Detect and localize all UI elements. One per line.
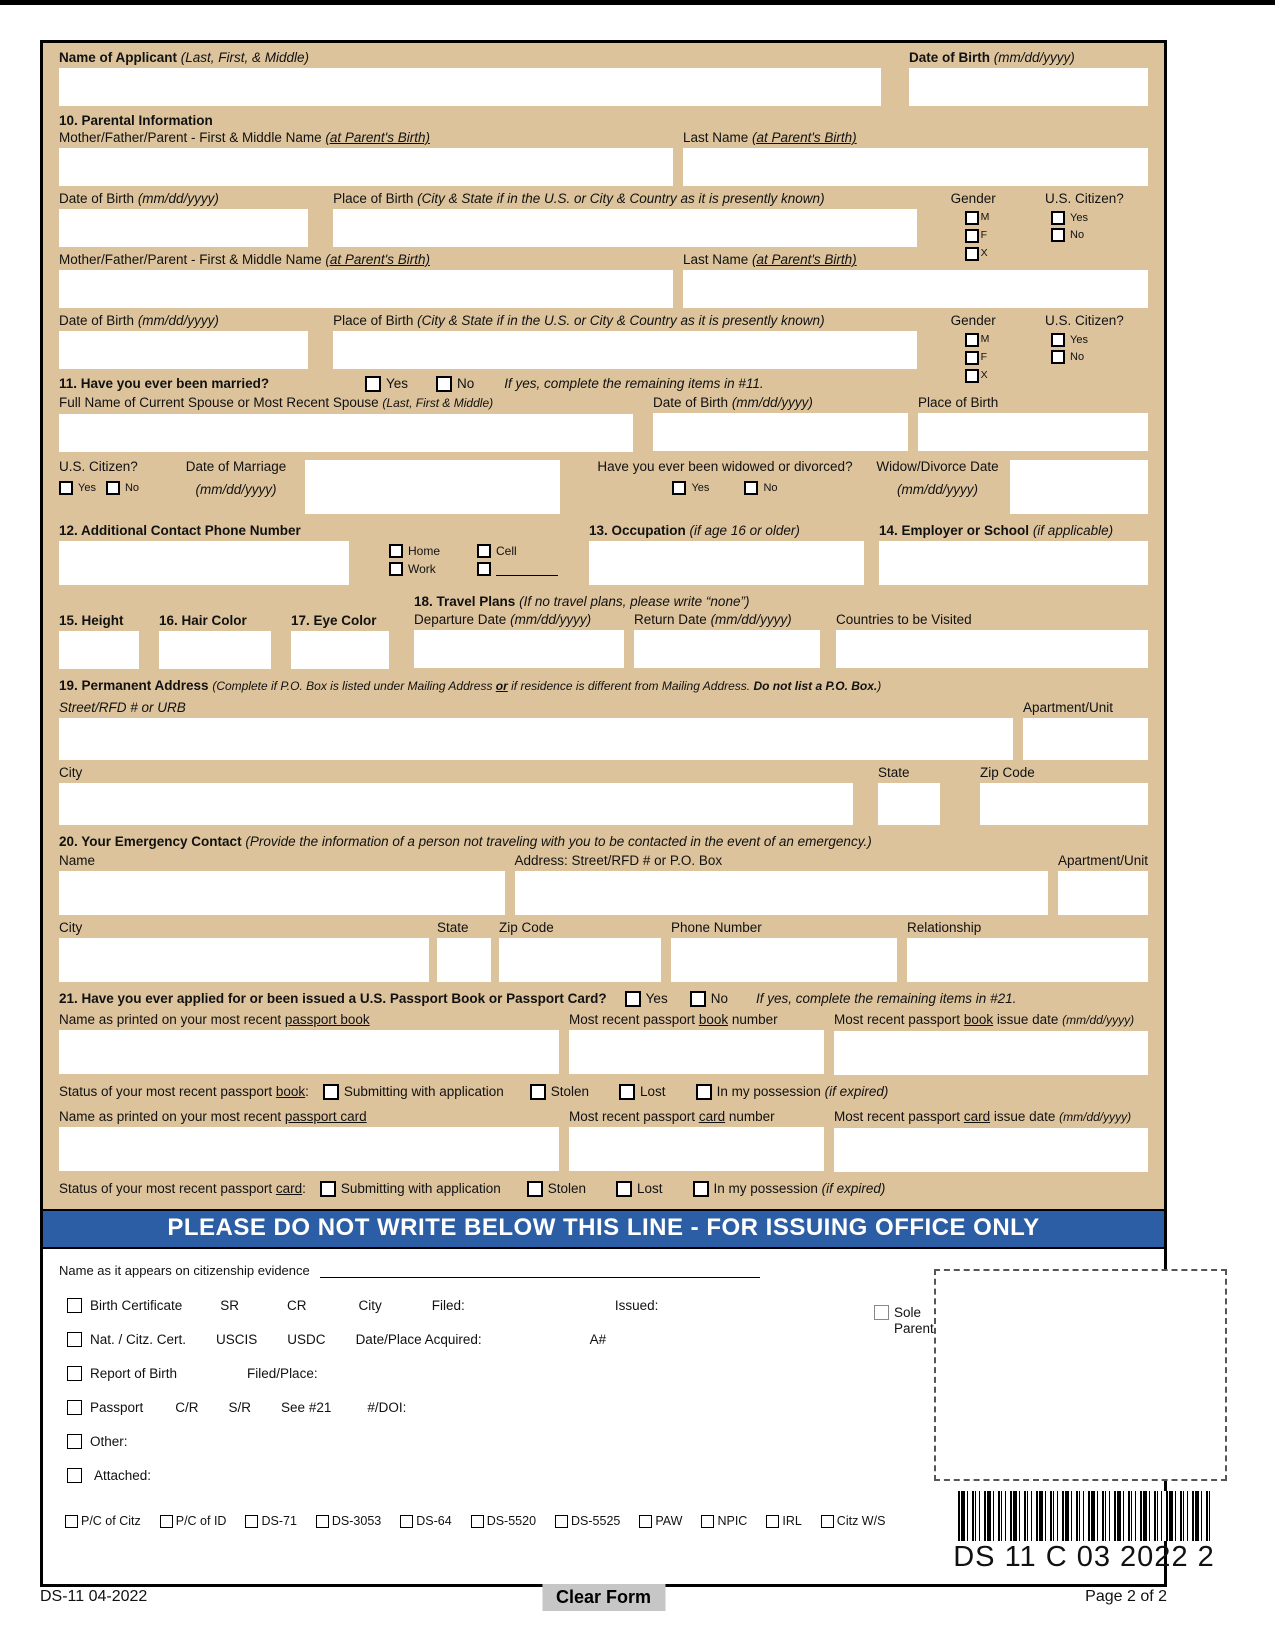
office-row-nat-citz [59, 1328, 874, 1350]
city-label: City [358, 1297, 382, 1313]
emergency-city-label: City [59, 920, 83, 935]
applicant-dob-input[interactable] [909, 68, 1148, 106]
spouse-citizen-yes-checkbox[interactable] [59, 481, 73, 495]
parent2-first-middle-label: Mother/Father/Parent - First & Middle Name (at Parent's Birth) [59, 252, 430, 267]
parent2-pob-label: Place of Birth (City & State if in the U.S. or City & Country as it is presently known) [333, 313, 825, 328]
doi-label: #/DOI: [367, 1399, 407, 1415]
parent2-gender-f-checkbox[interactable] [965, 351, 979, 365]
phone-other-checkbox[interactable] [477, 562, 491, 576]
gender-f-label: F [980, 229, 988, 241]
spouse-citizen-no-checkbox[interactable] [106, 481, 120, 495]
parent1-name-row [59, 129, 1148, 186]
emergency-state-label: State [437, 920, 469, 935]
ds-5520-checkbox[interactable] [471, 1515, 484, 1528]
ds-64-checkbox[interactable] [400, 1515, 413, 1528]
book-number-label: Most recent passport book number [569, 1012, 778, 1027]
passport-sr-label: S/R [228, 1399, 252, 1415]
parent2-name-row [59, 251, 1148, 308]
return-date-input[interactable] [634, 630, 820, 668]
book-lost-checkbox[interactable] [619, 1084, 635, 1100]
citizen-yes-label: Yes [1070, 212, 1088, 224]
attached-checkbox[interactable] [67, 1468, 82, 1483]
widowed-yes-checkbox[interactable] [672, 481, 686, 495]
countries-input[interactable] [836, 630, 1148, 668]
book-issue-input[interactable] [834, 1031, 1148, 1075]
parent2-last-name-input[interactable] [683, 270, 1148, 308]
paw-checkbox[interactable] [639, 1515, 652, 1528]
emergency-name-label: Name [59, 853, 96, 868]
form-number: DS-11 04-2022 [40, 1588, 148, 1605]
nat-citz-cert-label: Nat. / Citz. Cert. [90, 1331, 187, 1347]
employer-input[interactable] [879, 541, 1148, 585]
office-bottom-checkbox-row: P/C of Citz P/C of ID DS-71 DS-3053 DS-64 DS-5520 DS-5525 PAW NPIC IRL Citz W/S [59, 1514, 874, 1528]
card-status-label: Status of your most recent passport card: [59, 1181, 306, 1196]
apartment-input[interactable] [1023, 718, 1148, 760]
contact-occupation-row [59, 522, 1148, 585]
widowed-question-label: Have you ever been widowed or divorced? [597, 459, 853, 474]
height-title: 15. Height [59, 613, 124, 628]
book-issue-label: Most recent passport book issue date (mm/dd/yyyy) [834, 1012, 1135, 1027]
emergency-zip-input[interactable] [499, 938, 661, 982]
perm-city-label: City [59, 765, 83, 780]
spouse-name-label: Full Name of Current Spouse or Most Recent Spouse (Last, First & Middle) [59, 395, 494, 410]
see-21-label: See #21 [281, 1399, 332, 1415]
contact-phone-input[interactable] [59, 541, 349, 585]
sole-parent-label: Sole Parent [894, 1305, 934, 1336]
page-footer [40, 1588, 1167, 1606]
pc-of-id-checkbox[interactable] [160, 1515, 173, 1528]
parent2-dob-input[interactable] [59, 331, 308, 369]
eye-title: 17. Eye Color [291, 613, 377, 628]
perm-city-input[interactable] [59, 783, 853, 825]
emergency-state-input[interactable] [437, 938, 491, 982]
perm-zip-label: Zip Code [980, 765, 1035, 780]
parent1-citizen-label: U.S. Citizen? [1045, 191, 1124, 206]
phone-other-writein-line[interactable] [496, 563, 558, 576]
married-question-row: 11. Have you ever been married? Yes No If yes, complete the remaining items in #11. [59, 376, 764, 391]
issuing-office-banner: PLEASE DO NOT WRITE BELOW THIS LINE - FOR ISSUING OFFICE ONLY [43, 1209, 1164, 1247]
pc-of-citz-checkbox[interactable] [65, 1515, 78, 1528]
spouse-citizen-label: U.S. Citizen? [59, 459, 138, 474]
parent2-citizen-no-checkbox[interactable] [1051, 350, 1065, 364]
emergency-title: 20. Your Emergency Contact (Provide the information of a person not traveling with you to be contacted in the event of an emergency.) [59, 834, 872, 849]
office-row-report-of-birth [59, 1362, 874, 1384]
travel-title: 18. Travel Plans (If no travel plans, please write “none”) [414, 594, 750, 609]
parent1-gender-f-checkbox[interactable] [965, 229, 979, 243]
occupation-input[interactable] [589, 541, 864, 585]
card-possession-checkbox[interactable] [693, 1181, 709, 1197]
office-left-column [59, 1263, 886, 1574]
occupation-title: 13. Occupation (if age 16 or older) [589, 523, 800, 538]
clear-form-button[interactable]: Clear Form [542, 1584, 665, 1611]
sole-parent-group [874, 1263, 934, 1574]
contact-title: 12. Additional Contact Phone Number [59, 523, 301, 538]
parent1-first-middle-label: Mother/Father/Parent - First & Middle Name (at Parent's Birth) [59, 130, 430, 145]
apartment-label: Apartment/Unit [1023, 700, 1114, 715]
barcode-text: DS 11 C 03 2022 2 [953, 1541, 1215, 1573]
spouse-pob-label: Place of Birth [918, 395, 999, 410]
countries-label: Countries to be Visited [836, 612, 972, 627]
applicant-name-input[interactable] [59, 68, 881, 106]
spouse-pob-input[interactable] [918, 413, 1148, 451]
gender-m-label: M [980, 211, 990, 223]
permanent-title: 19. Permanent Address (Complete if P.O. Box is listed under Mailing Address or if residence is different from Mailing Address. Do not list a P.O. Box.) [59, 678, 882, 693]
phone-home-checkbox[interactable] [389, 544, 403, 558]
card-issue-input[interactable] [834, 1128, 1148, 1172]
parent1-citizen-yes-checkbox[interactable] [1051, 211, 1065, 225]
parent1-last-name-label: Last Name (at Parent's Birth) [683, 130, 857, 145]
page-top-edge [0, 0, 1275, 5]
card-submitting-checkbox[interactable] [320, 1181, 336, 1197]
date-place-acquired-label: Date/Place Acquired: [355, 1331, 482, 1347]
page-number: Page 2 of 2 [1085, 1588, 1167, 1605]
emergency-city-input[interactable] [59, 938, 429, 982]
attached-label: Attached: [94, 1467, 152, 1483]
book-name-label: Name as printed on your most recent passport book [59, 1012, 370, 1027]
parent2-dob-label: Date of Birth (mm/dd/yyyy) [59, 313, 219, 328]
marriage-date-label: Date of Marriage [185, 459, 287, 474]
parent1-gender-label: Gender [950, 191, 996, 206]
report-of-birth-label: Report of Birth [90, 1365, 178, 1381]
card-issue-label: Most recent passport card issue date (mm/dd/yyyy) [834, 1109, 1132, 1124]
book-submitting-checkbox[interactable] [323, 1084, 339, 1100]
filed-label: Filed: [431, 1297, 465, 1313]
applicant-row [59, 49, 1148, 106]
hair-color-input[interactable] [159, 631, 271, 669]
uscis-label: USCIS [216, 1331, 258, 1347]
book-possession-checkbox[interactable] [696, 1084, 712, 1100]
phone-work-checkbox[interactable] [389, 562, 403, 576]
parent2-first-middle-input[interactable] [59, 270, 673, 308]
passport-no-checkbox[interactable] [690, 991, 706, 1007]
photo-staple-area [934, 1269, 1227, 1481]
parent2-citizen-yes-checkbox[interactable] [1051, 333, 1065, 347]
phone-cell-label: Cell [496, 544, 517, 558]
citizenship-evidence-row [59, 1263, 874, 1278]
passport-yes-checkbox[interactable] [625, 991, 641, 1007]
eye-color-input[interactable] [291, 631, 389, 669]
office-row-attached [59, 1464, 874, 1486]
parent2-pob-input[interactable] [333, 331, 917, 369]
card-number-input[interactable] [569, 1127, 824, 1171]
phone-work-label: Work [408, 562, 436, 576]
emergency-apartment-input[interactable] [1058, 871, 1148, 915]
marriage-date-hint: (mm/dd/yyyy) [195, 482, 277, 497]
parent1-dob-input[interactable] [59, 209, 308, 247]
parent2-citizen-label: U.S. Citizen? [1045, 313, 1124, 328]
parent2-birth-row: Date of Birth (mm/dd/yyyy) Place of Birth (City & State if in the U.S. or City & Country as it is presently known) Gender M F X U.S. Citizen? Yes No [59, 312, 1148, 387]
parent1-pob-label: Place of Birth (City & State if in the U.S. or City & Country as it is presently known) [333, 191, 825, 206]
applicant-name-label: Name of Applicant (Last, First, & Middle) [59, 50, 310, 65]
parent1-gender-m-checkbox[interactable] [965, 211, 979, 225]
book-status-label: Status of your most recent passport book: [59, 1084, 309, 1099]
parent1-dob-label: Date of Birth (mm/dd/yyyy) [59, 191, 219, 206]
parent2-gender-x-checkbox[interactable] [965, 369, 979, 383]
spouse-row [59, 394, 1148, 452]
perm-state-input[interactable] [878, 783, 940, 825]
marriage-date-input[interactable] [305, 460, 560, 514]
card-status-row: Status of your most recent passport card: Submitting with application Stolen Lost In my possession (if expired) [59, 1181, 886, 1196]
birth-certificate-label: Birth Certificate [90, 1297, 183, 1313]
ds-3053-checkbox[interactable] [316, 1515, 329, 1528]
departure-date-input[interactable] [414, 630, 624, 668]
emergency-address-label: Address: Street/RFD # or P.O. Box [514, 853, 723, 868]
married-note: If yes, complete the remaining items in #11. [504, 376, 764, 391]
usdc-label: USDC [287, 1331, 326, 1347]
widow-date-label: Widow/Divorce Date [876, 459, 999, 474]
perm-zip-input[interactable] [980, 783, 1148, 825]
citizenship-evidence-label: Name as it appears on citizenship evidence [59, 1263, 310, 1278]
parent1-citizen-no-checkbox[interactable] [1051, 228, 1065, 242]
parent2-last-name-label: Last Name (at Parent's Birth) [683, 252, 857, 267]
spouse-dob-label: Date of Birth (mm/dd/yyyy) [653, 395, 813, 410]
passport-book-row [59, 1011, 1148, 1075]
permanent-address-section [59, 677, 1148, 825]
office-row-birth-certificate [59, 1294, 874, 1316]
irl-checkbox[interactable] [766, 1515, 779, 1528]
form-border-box [40, 40, 1215, 1587]
parent1-pob-input[interactable] [333, 209, 917, 247]
form-barcode [958, 1491, 1210, 1541]
ds-71-checkbox[interactable] [245, 1515, 258, 1528]
office-row-passport [59, 1396, 874, 1418]
citizenship-evidence-line[interactable] [320, 1264, 760, 1278]
other-checkbox[interactable] [67, 1434, 82, 1449]
report-of-birth-checkbox[interactable] [67, 1366, 82, 1381]
gender-x-label: X [980, 247, 988, 259]
emergency-contact-section [59, 833, 1148, 982]
spouse-dob-input[interactable] [653, 413, 908, 451]
employer-title: 14. Employer or School (if applicable) [879, 523, 1114, 538]
citizen-no-label: No [1070, 229, 1085, 241]
parent1-last-name-input[interactable] [683, 148, 1148, 186]
married-no-checkbox[interactable] [436, 376, 452, 392]
office-row-other [59, 1430, 874, 1452]
cr-label: CR [287, 1297, 307, 1313]
parent2-gender-m-checkbox[interactable] [965, 333, 979, 347]
emergency-phone-input[interactable] [671, 938, 897, 982]
office-passport-checkbox[interactable] [67, 1400, 82, 1415]
physical-travel-row [59, 593, 1148, 669]
other-label: Other: [90, 1433, 128, 1449]
emergency-phone-label: Phone Number [671, 920, 762, 935]
parent1-first-middle-input[interactable] [59, 148, 673, 186]
emergency-relationship-input[interactable] [907, 938, 1148, 982]
perm-state-label: State [878, 765, 910, 780]
widow-date-hint: (mm/dd/yyyy) [897, 482, 978, 497]
filed-place-label: Filed/Place: [247, 1365, 318, 1381]
emergency-apartment-label: Apartment/Unit [1057, 853, 1148, 868]
height-input[interactable] [59, 631, 139, 669]
sole-parent-checkbox[interactable] [874, 1305, 889, 1320]
street-input[interactable] [59, 718, 1013, 760]
street-label: Street/RFD # or URB [59, 700, 186, 715]
parent2-gender-label: Gender [950, 313, 996, 328]
married-title: 11. Have you ever been married? [59, 376, 270, 391]
parental-section-title: 10. Parental Information [59, 113, 213, 128]
spouse-name-input[interactable] [59, 414, 633, 452]
emergency-zip-label: Zip Code [499, 920, 554, 935]
married-yes-checkbox[interactable] [365, 376, 381, 392]
departure-date-label: Departure Date (mm/dd/yyyy) [414, 612, 592, 627]
book-stolen-checkbox[interactable] [530, 1084, 546, 1100]
passport-title: 21. Have you ever applied for or been issued a U.S. Passport Book or Passport Card? [59, 991, 607, 1006]
applicant-dob-label: Date of Birth (mm/dd/yyyy) [909, 50, 1075, 65]
birth-certificate-checkbox[interactable] [67, 1298, 82, 1313]
card-stolen-checkbox[interactable] [527, 1181, 543, 1197]
a-number-label: A# [589, 1331, 607, 1347]
book-number-input[interactable] [569, 1030, 824, 1074]
book-name-input[interactable] [59, 1030, 559, 1074]
return-date-label: Return Date (mm/dd/yyyy) [634, 612, 792, 627]
issued-label: Issued: [614, 1297, 659, 1313]
office-passport-label: Passport [90, 1399, 144, 1415]
card-name-label: Name as printed on your most recent passport card [59, 1109, 367, 1124]
nat-citz-cert-checkbox[interactable] [67, 1332, 82, 1347]
passport-question-row: 21. Have you ever applied for or been issued a U.S. Passport Book or Passport Card? Yes No If yes, complete the remaining items in #21. [59, 991, 1017, 1006]
ds-5525-checkbox[interactable] [555, 1515, 568, 1528]
emergency-name-input[interactable] [59, 871, 505, 915]
sr-label: SR [220, 1297, 240, 1313]
citz-ws-checkbox[interactable] [821, 1515, 834, 1528]
widowed-no-checkbox[interactable] [744, 481, 758, 495]
marriage-detail-row: U.S. Citizen? Yes No Date of Marriage (mm/dd/yyyy) Have you ever been widowed or divorced? Yes No Widow/Divorce Date (mm/dd/yyyy) [59, 458, 1148, 514]
passport-note: If yes, complete the remaining items in #21. [755, 991, 1017, 1006]
emergency-relationship-label: Relationship [907, 920, 982, 935]
passport-card-row [59, 1108, 1148, 1172]
widow-date-input[interactable] [1010, 460, 1148, 514]
passport-cr-label: C/R [175, 1399, 199, 1415]
card-number-label: Most recent passport card number [569, 1109, 775, 1124]
npic-checkbox[interactable] [701, 1515, 714, 1528]
phone-cell-checkbox[interactable] [477, 544, 491, 558]
emergency-address-input[interactable] [515, 871, 1048, 915]
phone-home-label: Home [408, 544, 441, 558]
form-fields-area [43, 43, 1164, 1209]
card-lost-checkbox[interactable] [616, 1181, 632, 1197]
book-status-row: Status of your most recent passport book: Submitting with application Stolen Lost In my possession (if expired) [59, 1084, 889, 1099]
issuing-office-section [43, 1247, 1215, 1584]
hair-title: 16. Hair Color [159, 613, 247, 628]
card-name-input[interactable] [59, 1127, 559, 1171]
office-right-column [874, 1263, 1234, 1574]
